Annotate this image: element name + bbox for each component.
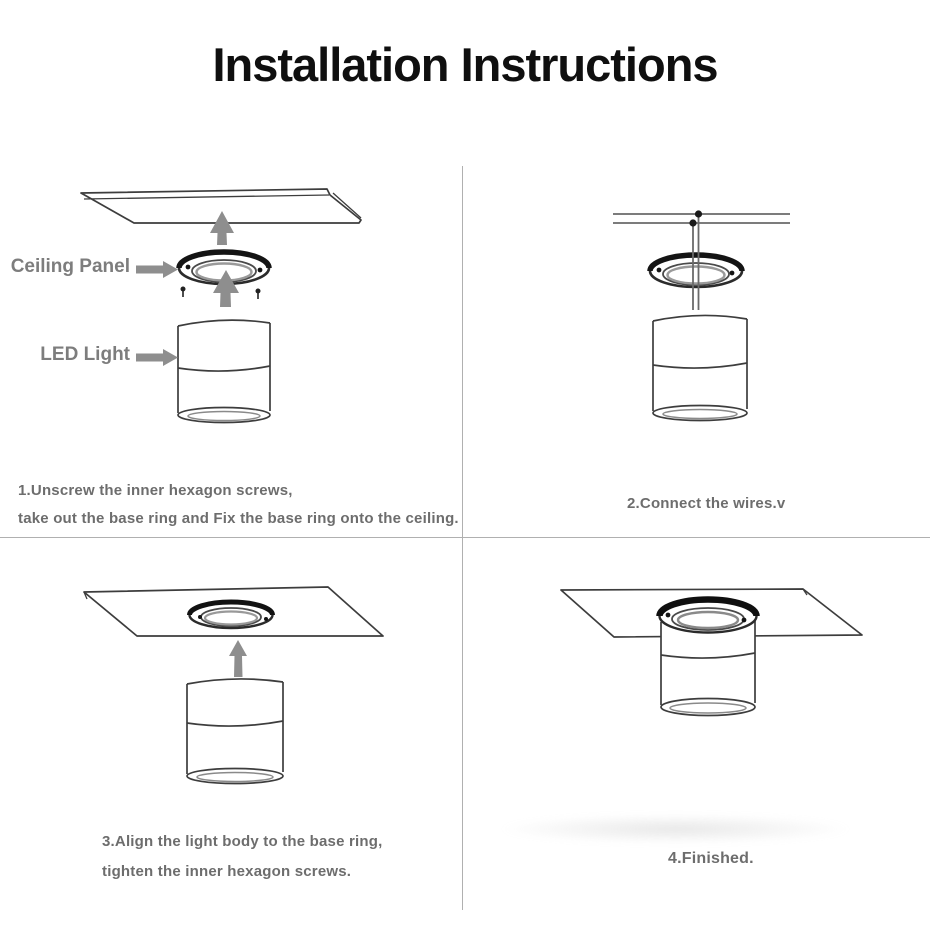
watermark-smudge [498, 814, 853, 844]
led-cylinder-drawing [653, 315, 747, 420]
step3-text-line2: tighten the inner hexagon screws. [102, 863, 352, 880]
step4-text-line1: 4.Finished. [668, 850, 754, 867]
page-title: Installation Instructions [212, 38, 718, 91]
step2-text-line1: 2.Connect the wires.v [627, 495, 786, 512]
led-light-label: LED Light [40, 344, 130, 365]
right-arrow-icon [136, 261, 179, 278]
step4-diagram [463, 537, 930, 930]
base-ring-drawing [660, 600, 757, 633]
step2-diagram [463, 165, 930, 537]
base-ring-drawing [650, 255, 742, 287]
up-arrow-icon [229, 640, 247, 677]
led-cylinder-drawing [178, 320, 270, 422]
led-cylinder-drawing [187, 679, 283, 784]
step3-text-line1: 3.Align the light body to the base ring, [102, 833, 383, 850]
base-ring-drawing [190, 602, 273, 628]
step1-text-line2: take out the base ring and Fix the base ring onto the ceiling. [18, 510, 459, 527]
ceiling-panel-label: Ceiling Panel [10, 256, 130, 277]
right-arrow-icon [136, 349, 179, 366]
step1-text-line1: 1.Unscrew the inner hexagon screws, [18, 482, 293, 499]
